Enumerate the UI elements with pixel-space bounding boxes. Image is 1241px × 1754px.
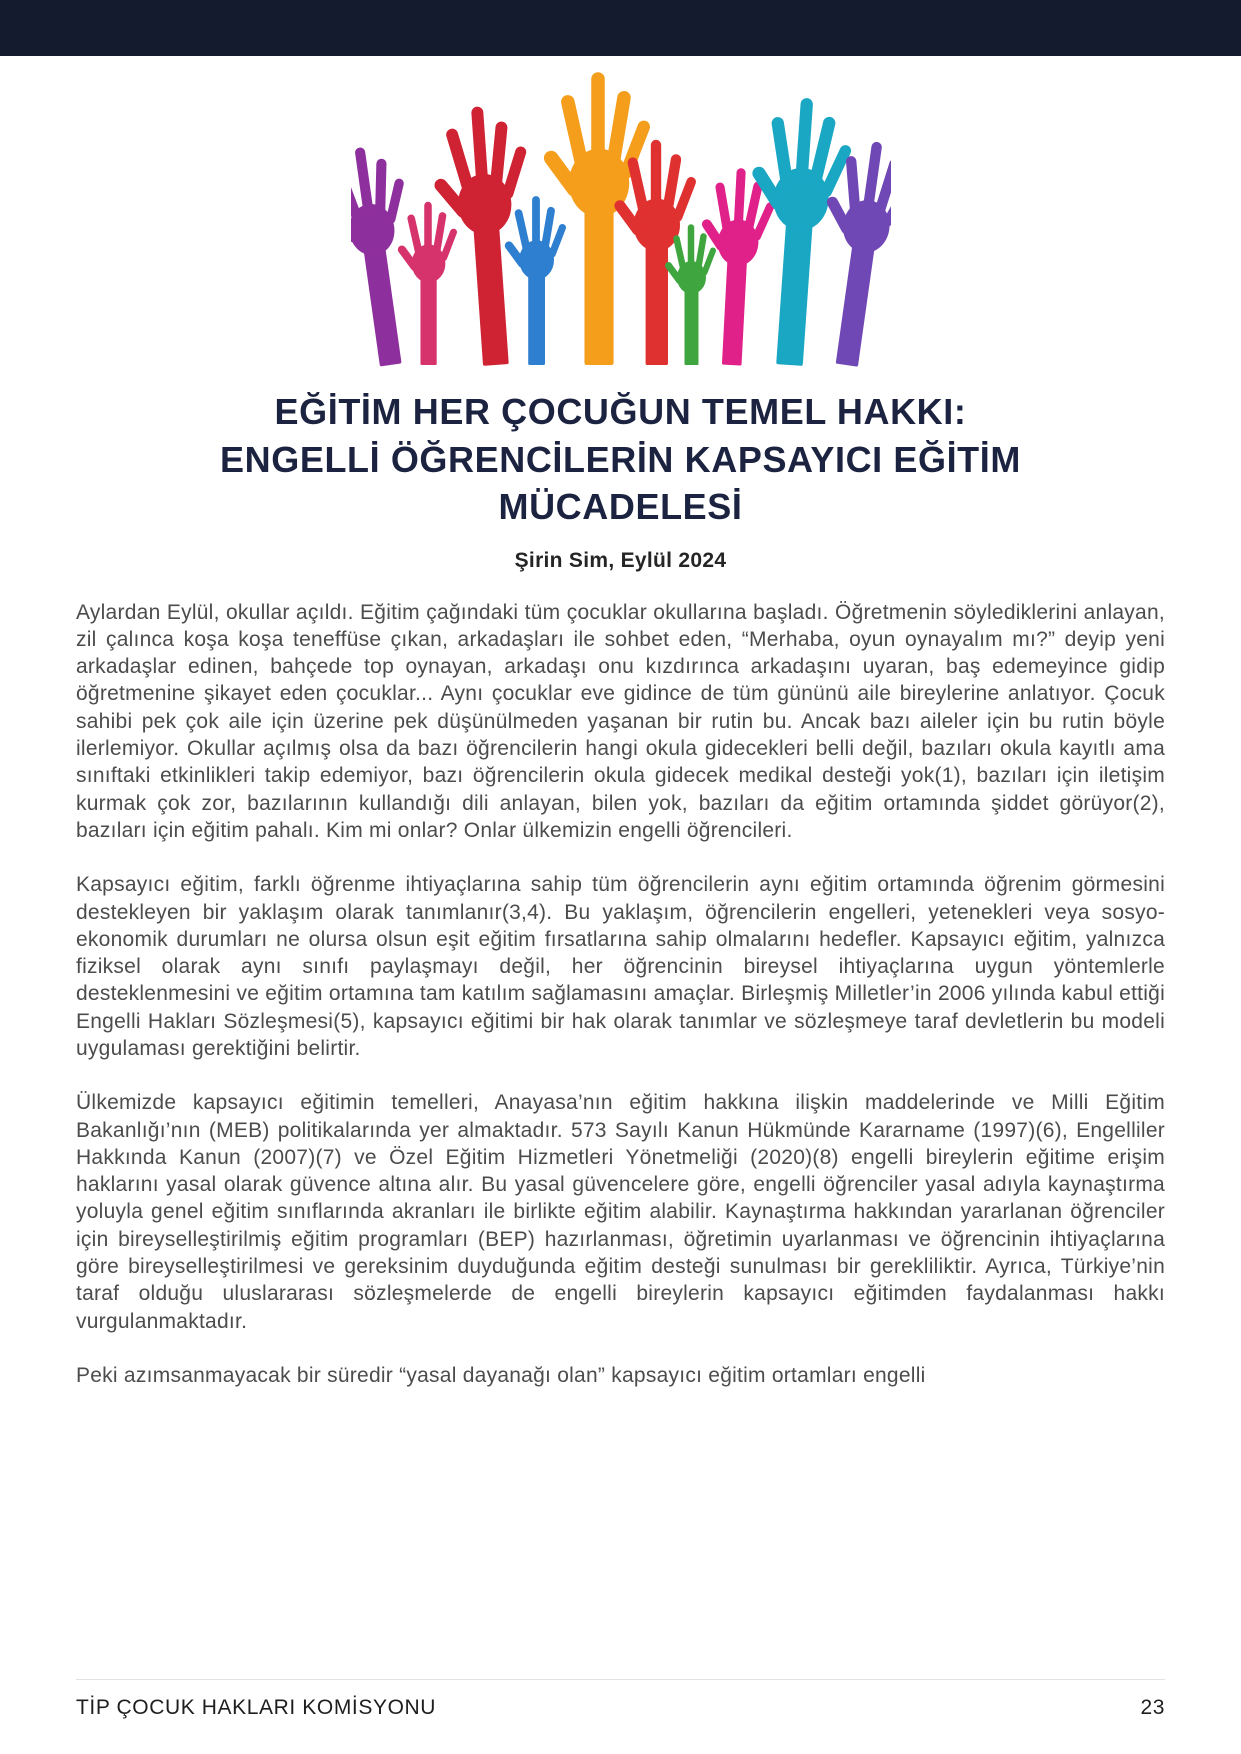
article-body xyxy=(76,599,1165,1390)
raised-hands-svg xyxy=(351,70,891,370)
footer-organization: TİP ÇOCUK HAKLARI KOMİSYONU xyxy=(76,1696,437,1719)
article-byline: Şirin Sim, Eylül 2024 xyxy=(514,548,727,572)
raised-hands-illustration xyxy=(0,70,1241,370)
title-line-1: EĞİTİM HER ÇOCUĞUN TEMEL HAKKI: xyxy=(274,391,967,432)
title-line-3: MÜCADELESİ xyxy=(498,486,743,528)
top-banner-bar xyxy=(0,0,1241,56)
paragraph-4: Peki azımsanmayacak bir süredir “yasal dayanağı olan” kapsayıcı eğitim ortamları engelli xyxy=(76,1363,926,1387)
title-line-2: ENGELLİ ÖĞRENCİLERİN KAPSAYICI EĞİTİM xyxy=(220,438,1021,480)
paragraph-3: Ülkemizde kapsayıcı eğitimin temelleri, Anayasa’nın eğitim hakkına ilişkin maddelerinde ve Milli Eğitim Bakanlığı’nın (MEB) politikalarında yer almaktadır. 573 Sayılı Kanun Hükmünde Kararname (1997)(6), Engelliler Hakkında Kanun (2007)(7) ve Özel Eğitim Hizmetleri Yönetmeliği (2020)(8) engelli bireylerin eğitime erişim haklarını yasal olarak güvence altına alır. Bu yasal güvencelere göre, engelli öğrenciler yasal adıyla kaynaştırma yoluyla genel eğitim sınıflarında akranları ile birlikte eğitim alabilir. Kaynaştırma hakkından yararlanan öğrenciler için bireyselleştirilmiş eğitim programları (BEP) hazırlanması, öğretimin uyarlanması ve öğrencinin ihtiyaçlarına göre bireyselleştirilmesi ve gereksinim duyduğunda eğitim desteği sunulması bir gerekliliktir. Ayrıca, Türkiye’nin taraf olduğu uluslararası sözleşmelerde de engelli bireylerin kapsayıcı eğitimden faydalanması hakkı vurgulanmaktadır. xyxy=(76,1091,1165,1333)
paragraph-1: Aylardan Eylül, okullar açıldı. Eğitim çağındaki tüm çocuklar okullarına başladı. Öğretmenin söylediklerini anlayan, zil çalınca koşa koşa teneffüse çıkan, arkadaşları ile sohbet eden, “Merhaba, oyun oynayalım mı?” deyip yeni arkadaşlar edinen, bahçede top oynayan, arkadaşı onu kızdırınca arkadaşını uyaran, baş edemeyince gidip öğretmenine şikayet eden çocuklar... Aynı çocuklar eve gidince de tüm gününü aile bireylerine anlatıyor. Çocuk sahibi pek çok aile için üzerine pek düşünülmeden yaşanan bir rutin bu. Ancak bazı aileler için bu rutin böyle ilerlemiyor. Okullar açılmış olsa da bazı öğrencilerin hangi okula gidecekleri belli değil, bazıları okula kayıtlı ama sınıftaki etkinlikleri takip edemiyor, bazı öğrencilerin okula gidecek medikal desteği yok(1), bazıları için iletişim kurmak çok zor, bazılarının kullandığı dili anlayan, bilen yok, bazıları da eğitim ortamında şiddet görüyor(2), bazıları için eğitim pahalı. Kim mi onlar? Onlar ülkemizin engelli öğrencileri. xyxy=(76,600,1165,842)
page-footer xyxy=(76,1679,1165,1720)
article-title xyxy=(90,388,1151,531)
footer-page-number: 23 xyxy=(1140,1696,1165,1719)
paragraph-2: Kapsayıcı eğitim, farklı öğrenme ihtiyaçlarına sahip tüm öğrencilerin aynı eğitim ortamında öğrenim görmesini destekleyen bir yaklaşım olarak tanımlanır(3,4). Bu yaklaşım, öğrencilerin engelleri, yetenekleri veya sosyo-ekonomik durumları ne olursa olsun eşit eğitim fırsatlarına sahip olmalarını hedefler. Kapsayıcı eğitim, yalnızca fiziksel olarak aynı sınıfı paylaşmayı değil, her öğrencinin bireysel ihtiyaçlarına uygun yöntemlerle desteklenmesini ve eğitim ortamına tam katılım sağlamasını amaçlar. Birleşmiş Milletler’in 2006 yılında kabul ettiği Engelli Hakları Sözleşmesi(5), kapsayıcı eğitimi bir hak olarak tanımlar ve sözleşmeye taraf devletlerin bu modeli uygulaması gerektiğini belirtir. xyxy=(76,873,1165,1060)
